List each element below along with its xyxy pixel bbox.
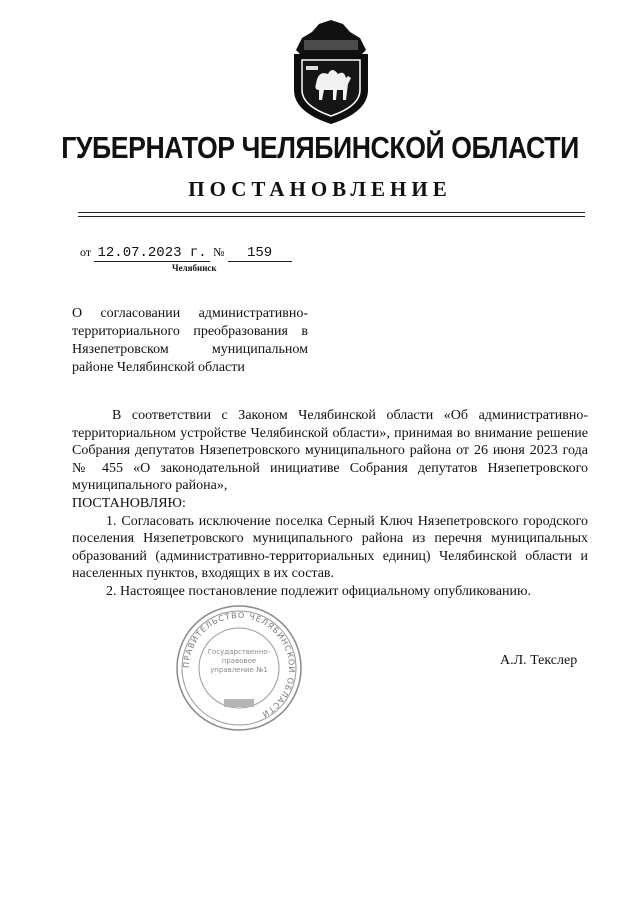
issuing-authority: ГУБЕРНАТОР ЧЕЛЯБИНСКОЙ ОБЛАСТИ (61, 130, 579, 165)
issue-place: Челябинск (172, 263, 217, 273)
document-date: 12.07.2023 г. (94, 246, 210, 262)
resolve-heading: ПОСТАНОВЛЯЮ: (72, 495, 186, 511)
header-rule-top (78, 212, 585, 213)
chelyabinsk-coat-of-arms-icon (288, 20, 374, 124)
official-seal-icon (174, 603, 304, 733)
date-from-label: от (80, 245, 92, 259)
document-number: 159 (228, 246, 292, 262)
document-body (72, 407, 588, 601)
document-type: ПОСТАНОВЛЕНИЕ (188, 177, 452, 201)
clause-1: 1. Согласовать исключение поселка Серный Ключ Нязепетровского городского поселения Нязепетровского муниципального района из перечня муниципальных образований (административно-территориальных единиц) Челябинской области и населенных пунктов, входящих в их состав. (72, 513, 588, 582)
clause-2: 2. Настоящее постановление подлежит официальному опубликованию. (106, 583, 531, 599)
signatory-name: А.Л. Текслер (500, 653, 578, 668)
document-subject: О согласовании административно-территориального преобразования в Нязепетровском муниципальном районе Челябинской области (72, 306, 308, 375)
preamble-paragraph: В соответствии с Законом Челябинской области «Об административно-территориальном устройстве Челябинской области», принимая во внимание решение Собрания депутатов Нязепетровского муниципального района от 26 июня 2023 года № 455 «О законодательной инициативе Собрания депутатов Нязепетровского муниципального района», (72, 408, 588, 494)
seal-inner-text: Государственно-правовое управление №1 (207, 648, 271, 674)
seal-outer-text: ПРАВИТЕЛЬСТВО ЧЕЛЯБИНСКОЙ ОБЛАСТИ (181, 610, 297, 720)
number-label: № (213, 245, 225, 259)
header-rule-bottom (78, 216, 585, 217)
date-number-line (80, 245, 292, 262)
